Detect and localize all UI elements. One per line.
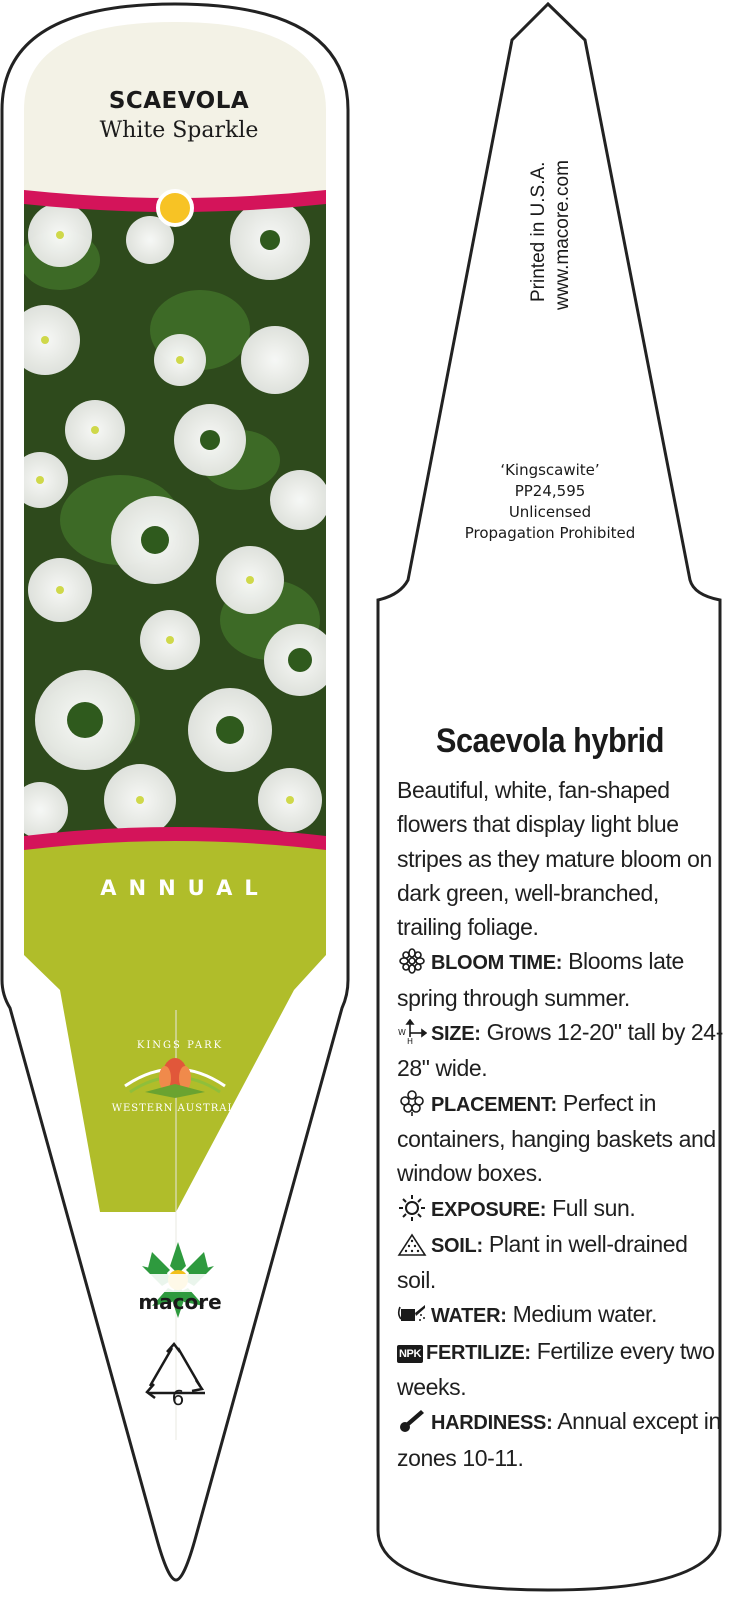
care-text: Grows 12-20" tall by 24-28" wide.	[397, 1019, 723, 1082]
sun-exposure-dot	[158, 191, 192, 225]
svg-text:H: H	[407, 1037, 413, 1046]
care-label: FERTILIZE:	[426, 1341, 531, 1364]
watering-can-icon	[397, 1301, 427, 1327]
flower-photo	[10, 200, 336, 850]
care-size	[397, 1015, 727, 1086]
species-name: Scaevola hybrid	[436, 722, 664, 760]
cultivar-name: ‘Kingscawite’	[500, 461, 600, 479]
care-fertilize	[397, 1334, 727, 1405]
care-label: BLOOM TIME:	[431, 952, 563, 975]
plant-description: Beautiful, white, fan-shaped flowers that display light blue stripes as they mature bloom on dark green, well-branched, trailing foliage.	[397, 777, 712, 941]
size-icon	[397, 1019, 427, 1045]
care-label: SIZE:	[431, 1023, 481, 1046]
care-text: Fertilize every two weeks.	[397, 1337, 715, 1401]
website: www.macore.com	[552, 160, 573, 310]
care-water	[397, 1297, 727, 1333]
soil-icon	[397, 1231, 427, 1257]
thermometer-icon	[397, 1408, 427, 1434]
variety-name: White Sparkle	[99, 118, 259, 143]
care-label: WATER:	[431, 1305, 507, 1328]
placement-icon	[397, 1090, 427, 1116]
care-placement	[397, 1086, 727, 1191]
care-text: Medium water.	[506, 1301, 657, 1328]
care-text: Plant in well-drained soil.	[397, 1230, 688, 1294]
svg-text:W: W	[398, 1028, 406, 1038]
brand-arc-bottom: WESTERN AUSTRALIA	[111, 1103, 249, 1114]
care-soil	[397, 1227, 727, 1298]
care-text: Perfect in containers, hanging baskets and window boxes.	[397, 1089, 716, 1187]
care-exposure	[397, 1191, 727, 1227]
flower-icon	[397, 948, 427, 974]
care-text: Annual except in zones 10-11.	[397, 1408, 721, 1471]
common-name: SCAEVOLA	[108, 88, 250, 114]
care-bloom-time	[397, 944, 727, 1015]
care-text: Full sun.	[546, 1194, 636, 1221]
care-text: Blooms late spring through summer.	[397, 948, 684, 1011]
care-label: EXPOSURE:	[431, 1198, 547, 1221]
care-label: HARDINESS:	[431, 1412, 553, 1435]
plant-category: ANNUAL	[100, 876, 270, 900]
license-note: Unlicensed	[508, 503, 592, 521]
patent-number: PP24,595	[514, 482, 586, 500]
care-description	[397, 773, 727, 1475]
maker-logo-text: macore	[138, 1290, 222, 1314]
propagation-note: Propagation Prohibited	[464, 524, 636, 542]
cultivar-info	[430, 460, 670, 544]
sun-icon	[397, 1195, 427, 1221]
care-hardiness	[397, 1404, 727, 1475]
care-label: SOIL:	[431, 1234, 483, 1257]
npk-icon: NPK	[397, 1345, 423, 1363]
recycle-number: 6	[171, 1386, 185, 1410]
care-label: PLACEMENT:	[431, 1093, 557, 1116]
brand-arc-top: KINGS PARK	[136, 1040, 224, 1051]
printed-in: Printed in U.S.A.	[528, 161, 549, 302]
